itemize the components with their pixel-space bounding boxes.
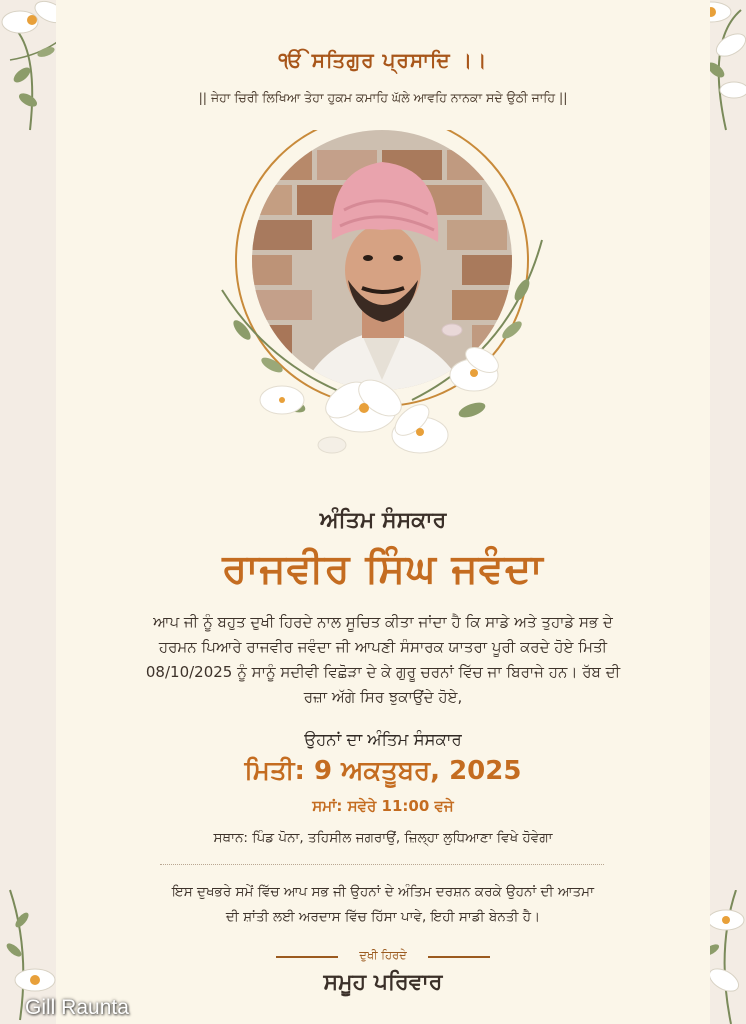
ceremony-place: ਸਥਾਨ: ਪਿੰਡ ਪੋਨਾ, ਤਹਿਸੀਲ ਜਗਰਾਉਂ, ਜ਼ਿਲ੍ਹਾ ਲੁਧਿਆਣਾ ਵਿਖੇ ਹੋਵੇਗਾ xyxy=(213,830,553,846)
appeal-line: ਇਸ ਦੁਖਭਰੇ ਸਮੇਂ ਵਿੱਚ ਆਪ ਸਭ ਜੀ ਉਹਨਾਂ ਦੇ ਅੰਤਿਮ ਦਰਸ਼ਨ ਕਰਕੇ ਉਹਨਾਂ ਦੀ ਆਤਮਾ xyxy=(172,884,594,900)
announcement-line: ਹਰਮਨ ਪਿਆਰੇ ਰਾਜਵੀਰ ਜਵੰਦਾ ਜੀ ਆਪਣੀ ਸੰਸਾਰਕ ਯਾਤਰਾ ਪੂਰੀ ਕਰਦੇ ਹੋਏ ਮਿਤੀ xyxy=(158,638,608,656)
mool-mantar: ੴ ਸਤਿਗੁਰ ਪ੍ਰਸਾਦਿ ।। xyxy=(278,48,488,72)
gurbani-line: || ਜੇਹਾ ਚਿਰੀ ਲਿਖਿਆ ਤੇਹਾ ਹੁਕਮ ਕਮਾਹਿ ਘੱਲੇ ਆਵਹਿ ਨਾਨਕਾ ਸਦੇ ਉਠੀ ਜਾਹਿ || xyxy=(198,90,568,105)
watermark: Gill Raunta xyxy=(25,996,129,1019)
lily-bouquet-icon xyxy=(212,230,552,480)
appeal-line: ਦੀ ਸ਼ਾਂਤੀ ਲਈ ਅਰਦਾਸ ਵਿੱਚ ਹਿੱਸਾ ਪਾਵੇ, ਇਹੀ ਸਾਡੀ ਬੇਨਤੀ ਹੈ। xyxy=(225,909,541,925)
signoff-rule-right xyxy=(428,956,490,958)
announcement-line: 08/10/2025 ਨੂੰ ਸਾਨੂੰ ਸਦੀਵੀ ਵਿਛੋੜਾ ਦੇ ਕੇ ਗੁਰੂ ਚਰਨਾਂ ਵਿੱਚ ਜਾ ਬਿਰਾਜੇ ਹਨ। ਰੱਬ ਦੀ xyxy=(145,663,621,681)
signoff-row xyxy=(276,946,490,966)
funeral-subtitle: ਅੰਤਿਮ ਸੰਸਕਾਰ xyxy=(319,508,447,533)
announcement-line: ਰਜ਼ਾ ਅੱਗੇ ਸਿਰ ਝੁਕਾਉਂਦੇ ਹੋਏ, xyxy=(303,688,463,706)
ceremony-time: ਸਮਾਂ: ਸਵੇਰੇ 11:00 ਵਜੇ xyxy=(312,797,454,815)
family-signature: ਸਮੂਹ ਪਰਿਵਾਰ xyxy=(323,970,443,995)
announcement-paragraph xyxy=(120,610,646,710)
ceremony-date: ਮਿਤੀ: 9 ਅਕਤੂਬਰ, 2025 xyxy=(244,756,522,786)
ceremony-label: ਉਹਨਾਂ ਦਾ ਅੰਤਿਮ ਸੰਸਕਾਰ xyxy=(304,730,462,749)
signoff-label: ਦੁਖੀ ਹਿਰਦੇ xyxy=(359,948,407,962)
appeal-paragraph xyxy=(150,880,616,930)
announcement-line: ਆਪ ਜੀ ਨੂੰ ਬਹੁਤ ਦੁਖੀ ਹਿਰਦੇ ਨਾਲ ਸੂਚਿਤ ਕੀਤਾ ਜਾਂਦਾ ਹੈ ਕਿ ਸਾਡੇ ਅਤੇ ਤੁਹਾਡੇ ਸਭ ਦੇ xyxy=(153,613,613,631)
dotted-divider xyxy=(160,864,604,865)
deceased-name: ਰਾਜਵੀਰ ਸਿੰਘ ਜਵੰਦਾ xyxy=(222,546,544,592)
